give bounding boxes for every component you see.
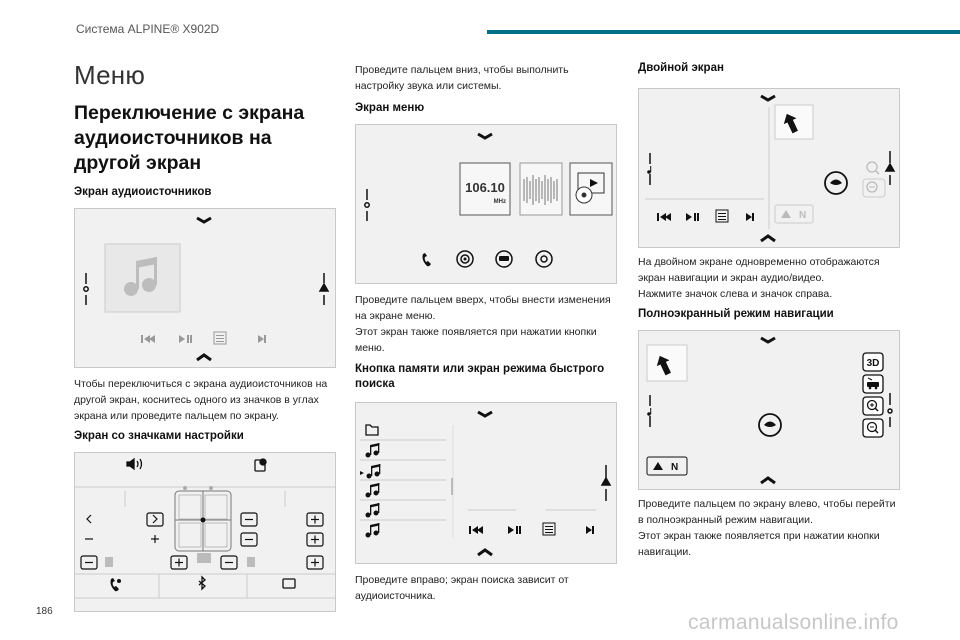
swipe-down-indicator (197, 218, 211, 222)
right-arrow-button (147, 513, 163, 526)
track-list-icons (360, 443, 380, 538)
subheading-memory-quick-search: Кнопка памяти или экран режима быстрого поиска (355, 363, 605, 390)
full-navigation-screen-figure (638, 330, 900, 490)
next-track-icon (586, 526, 594, 534)
subheading-menu-screen: Экран меню (355, 102, 425, 114)
swipe-up-indicator (478, 550, 492, 555)
display-settings-icon (283, 579, 295, 588)
column-3 (638, 62, 900, 560)
swipe-right-description: Проведите вправо; экран поиска зависит от аудиоисточника. (355, 574, 569, 602)
music-note-icon (647, 166, 651, 174)
position-marker-icon (825, 172, 847, 194)
previous-track-icon (141, 335, 155, 343)
audio-source-screen-figure (74, 208, 336, 368)
vehicle-icon (496, 251, 512, 267)
menu-button-note: Этот экран также появляется при нажатии кнопки меню. (355, 326, 597, 354)
music-note-icon (366, 523, 380, 538)
nav-left-icon (84, 273, 88, 305)
seat-balance-diagram (175, 491, 231, 551)
navigation-icon (457, 251, 473, 267)
dual-screen-description: На двойном экране одновременно отображаются экран навигации и экран аудио/видео. (638, 256, 880, 284)
subheading-full-nav-mode: Полноэкранный режим навигации (638, 308, 834, 320)
column-2 (355, 62, 617, 604)
nav-button-note: Этот экран также появляется при нажатии кнопки навигации. (638, 530, 880, 558)
bluetooth-icon (199, 577, 205, 589)
swipe-down-indicator (478, 134, 492, 138)
view-3d-label: 3D (866, 358, 880, 369)
page-heading: Переключение с экрана аудиоисточников на другой экран (74, 102, 305, 174)
swipe-up-indicator (761, 236, 775, 241)
swipe-up-description: Проведите пальцем вверх, чтобы внести изменения на экране меню. (355, 294, 611, 322)
equalizer-icon (214, 332, 226, 344)
nav-right-icon (886, 151, 894, 185)
menu-screen-figure (355, 124, 617, 284)
previous-track-icon (657, 213, 671, 221)
quick-search-screen-figure (355, 402, 617, 564)
music-note-icon (647, 408, 651, 416)
play-pause-icon (508, 526, 521, 534)
music-note-icon (366, 503, 380, 518)
left-arrow-button (81, 513, 97, 526)
full-nav-description: Проведите пальцем по экрану влево, чтобы перейти в полноэкранный режим навигации. (638, 498, 896, 526)
radio-frequency-unit: MHz (493, 199, 506, 205)
dual-screen-figure (638, 88, 900, 248)
nav-right-icon (602, 465, 610, 501)
zoom-in-icon (867, 162, 879, 174)
current-track-arrow (360, 471, 364, 475)
nav-left-icon (365, 189, 369, 221)
dual-screen-instruction: Нажмите значок слева и значок справа. (638, 288, 833, 300)
radio-frequency: 106.10 (465, 180, 505, 195)
folder-icon (366, 425, 378, 435)
position-marker-icon (759, 414, 781, 436)
swipe-up-indicator (197, 355, 211, 360)
compass-arrow-icon (781, 210, 791, 218)
header-title: Система ALPINE® X902D (76, 22, 220, 36)
play-pause-icon (686, 213, 699, 221)
swipe-down-description: Проведите пальцем вниз, чтобы выполнить настройку звука или системы. (355, 64, 569, 92)
compass-arrow-icon (653, 462, 663, 470)
dab-tile (520, 163, 562, 215)
subheading-dual-screen: Двойной экран (638, 62, 724, 74)
header-accent-bar (487, 30, 960, 34)
compass-north-label: N (671, 462, 679, 473)
equalizer-icon (543, 523, 555, 535)
swipe-down-indicator (478, 412, 492, 416)
column-1 (74, 60, 336, 612)
sound-icon (127, 459, 142, 469)
watermark: carmanualsonline.info (688, 611, 899, 634)
settings-icons-screen-figure (74, 452, 336, 612)
zoom-out-button (863, 419, 883, 437)
turn-arrow-tile (775, 105, 813, 139)
subheading-audio-screen: Экран аудиоисточников (74, 186, 212, 198)
next-track-icon (258, 335, 266, 343)
phone-settings-icon (111, 578, 122, 591)
zoom-in-button (863, 397, 883, 415)
audio-screen-description: Чтобы переключиться с экрана аудиоисточников на другой экран, коснитесь одного из значков в углах экрана или проведите пальцем по экрану. (74, 378, 328, 422)
nav-right-icon (888, 393, 892, 427)
compass-button (775, 205, 813, 223)
phone-icon (423, 253, 432, 266)
swipe-up-indicator (761, 478, 775, 483)
equalizer-icon (716, 210, 728, 222)
page-number: 186 (36, 606, 53, 617)
turn-arrow-tile (647, 345, 687, 381)
media-tile (570, 163, 612, 215)
next-track-icon (746, 213, 754, 221)
system-settings-icon (255, 459, 266, 471)
swipe-down-indicator (761, 338, 775, 342)
music-note-icon (366, 443, 380, 458)
swipe-down-indicator (761, 96, 775, 100)
previous-track-icon (469, 526, 483, 534)
play-pause-icon (179, 335, 192, 343)
subheading-settings-icons-screen: Экран со значками настройки (74, 430, 244, 442)
nav-right-icon (320, 273, 328, 305)
section-title: Меню (74, 60, 146, 90)
zoom-out-icon (863, 179, 885, 197)
compass-north-label: N (799, 210, 807, 221)
album-art-placeholder (105, 244, 180, 312)
music-note-icon (367, 464, 381, 479)
settings-gear-icon (536, 251, 552, 267)
compass-button (647, 457, 687, 475)
music-note-icon (366, 483, 380, 498)
